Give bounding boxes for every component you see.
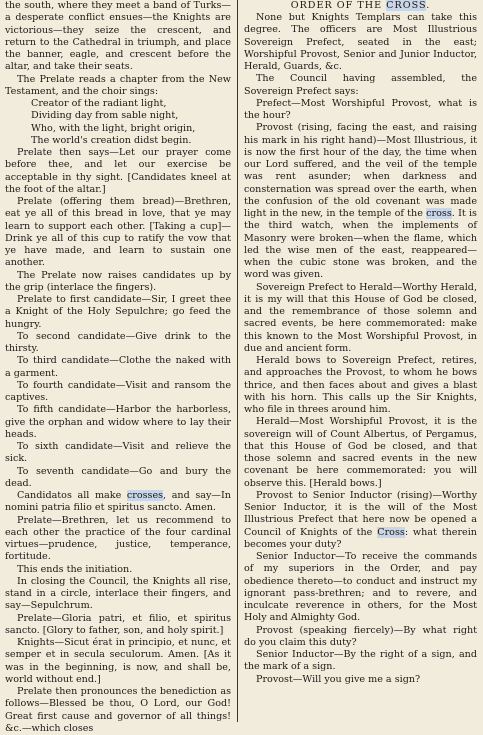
left-paragraph-1: the south, where they meet a band of Turks—a desperate conflict ensues—the Knights are victorious—they seize the crescent, and return to the Cathedral in triumph, and place the banner, eagle, and crescent before the altar, and take their seats. xyxy=(5,0,231,73)
right-paragraph-11: Senior Inductor—By the right of a sign, and the mark of a sign. xyxy=(244,649,477,673)
search-highlight: CROSS xyxy=(386,0,427,11)
hymn-line-2: Dividing day from sable night, xyxy=(31,110,179,122)
right-paragraph-5: Sovereign Prefect to Herald—Worthy Herald, it is my will that this House of God be closed, and the remembrance of those solemn and sacred events, be here commemorated: make this known to the Most Worshipful Provost, in due and ancient form. xyxy=(244,281,477,354)
right-paragraph-8: Provost to Senior Inductor (rising)—Worthy Senior Inductor, it is the will of the Most Illustrious Prefect that here now be opened a Council of Knights of the Cross: what therein becomes your duty? xyxy=(244,489,477,550)
left-paragraph-6: Prelate to first candidate—Sir, I greet thee a Knight of the Holy Sepulchre; go feed the hungry. xyxy=(5,294,231,330)
left-paragraph-14: Prelate—Brethren, let us recommend to each other the practice of the four cardinal virtues—prudence, justice, temperance, fortitude. xyxy=(5,514,231,563)
left-paragraph-2: The Prelate reads a chapter from the New Testament, and the choir sings: xyxy=(5,73,231,97)
right-paragraph-2: The Council having assembled, the Sovereign Prefect says: xyxy=(244,73,477,97)
left-paragraph-15: This ends the initiation. xyxy=(17,563,133,575)
hymn-line-1: Creator of the radiant light, xyxy=(31,98,167,109)
left-paragraph-13: Candidatos all make crosses, and say—In nomini patria filio et spiritus sancto. Amen. xyxy=(5,490,231,514)
left-column xyxy=(5,0,231,734)
column-divider xyxy=(237,0,238,722)
right-paragraph-7: Herald—Most Worshipful Provost, it is the sovereign will of Count Albertus, of Pergamus, that this House of God be closed, and that those solemn and sacred events in the new covenant be here commemorated: you will observe this. [Herald bows.] xyxy=(244,416,477,489)
left-paragraph-16: In closing the Council, the Knights all rise, stand in a circle, interlace their fingers, and say—Sepulchrum. xyxy=(5,575,231,612)
left-paragraph-3: Prelate then says—Let our prayer come before thee, and let our exercise be acceptable in thy sight. [Candidates kneel at the foot of the altar.] xyxy=(5,147,231,195)
left-paragraph-11: To sixth candidate—Visit and relieve the sick. xyxy=(5,441,231,465)
right-paragraph-4: Provost (rising, facing the east, and raising his mark in his right hand)—Most Illustrious, it is now the first hour of the day, the time when our Lord suffered, and the veil of the temple was rent asunder; when darkness and consternation was spread over the earth, when the confusion of the old covenant was made light in the new, in the temple of the cross. It is the third watch, when the implements of Masonry were broken—when the flame, which led the wise men of the east, reappeared—when the cubic stone was broken, and the word was given. xyxy=(244,122,477,281)
right-paragraph-3: Prefect—Most Worshipful Provost, what is the hour? xyxy=(244,97,477,121)
left-paragraph-10: To fifth candidate—Harbor the harborless, give the orphan and widow where to lay their heads. xyxy=(5,404,231,440)
search-highlight: cross xyxy=(426,208,452,219)
hymn-line-3: Who, with the light, bright origin, xyxy=(31,122,196,134)
right-column xyxy=(244,0,477,722)
left-paragraph-17: Prelate—Gloria patri, et filio, et spiritus sancto. [Glory to father, son, and holy spirit.] xyxy=(5,612,231,636)
right-paragraph-1: None but Knights Templars can take this degree. The officers are Most Illustrious Sovereign Prefect, seated in the east; Worshipful Provost, Senior and Junior Inductor, Herald, Guards, &c. xyxy=(244,12,477,72)
left-paragraph-19: Prelate then pronounces the benediction as follows—Blessed be thou, O Lord, our God! Great first cause and governor of all things! &c.—which closes xyxy=(5,686,231,734)
right-paragraph-9: Senior Inductor—To receive the commands of my superiors in the Order, and pay obedience thereto—to conduct and instruct my ignorant pass-brethren; and to revere, and inculcate reverence in others, for the Most Holy and Almighty God. xyxy=(244,551,477,624)
hymn-line-4: The world's creation didst begin. xyxy=(31,134,192,146)
left-paragraph-9: To fourth candidate—Visit and ransom the captives. xyxy=(5,379,231,403)
section-heading: ORDER OF THE CROSS. xyxy=(290,0,431,11)
left-paragraph-7: To second candidate—Give drink to the thirsty. xyxy=(5,330,231,354)
search-highlight: Cross xyxy=(377,526,405,538)
left-paragraph-5: The Prelate now raises candidates up by the grip (interlace the fingers). xyxy=(5,269,231,293)
right-paragraph-12: Provost—Will you give me a sign? xyxy=(256,673,421,685)
right-paragraph-10: Provost (speaking fiercely)—By what right do you claim this duty? xyxy=(244,624,477,648)
left-paragraph-8: To third candidate—Clothe the naked with a garment. xyxy=(5,355,231,379)
left-paragraph-18: Knights—Sicut érat in principio, et nunc, et semper et in secula seculorum. Amen. [As it was in the beginning, is now, and shall be, world without end.] xyxy=(5,637,231,685)
left-paragraph-4: Prelate (offering them bread)—Brethren, eat ye all of this bread in love, that ye may learn to support each other. [Taking a cup]—Drink ye all of this cup to ratify the vow that ye have made, and learn to sustain one another. xyxy=(5,196,231,269)
search-highlight: crosses xyxy=(126,490,164,501)
right-paragraph-6: Herald bows to Sovereign Prefect, retires, and approaches the Provost, to whom he bows thrice, and then faces about and gives a blast with his horn. This calls up the Sir Knights, who file in threes around him. xyxy=(244,355,477,415)
left-paragraph-12: To seventh candidate—Go and bury the dead. xyxy=(5,465,231,489)
